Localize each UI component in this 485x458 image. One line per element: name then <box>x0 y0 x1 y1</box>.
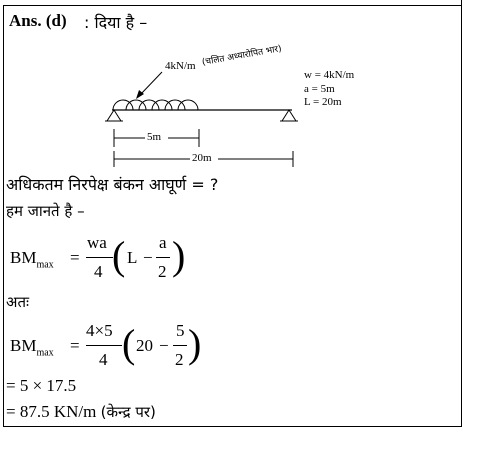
result-note: (केन्द्र पर) <box>100 403 156 421</box>
param-L: L = 20m <box>304 96 342 108</box>
formula2-left-paren: ( <box>122 321 136 366</box>
formula1-left-paren: ( <box>112 233 126 278</box>
formula2-five: 5 <box>176 321 185 340</box>
formula1-minus: − <box>143 248 153 267</box>
formula1-L: L <box>127 248 138 267</box>
formula1-a: a <box>159 233 167 252</box>
formula2-numerator: 4×5 <box>86 321 113 340</box>
formula1-fraction-bar <box>86 257 113 258</box>
formula1-right-paren: ) <box>172 233 186 278</box>
param-w: w = 4kN/m <box>304 69 355 81</box>
load-label: 4kN/m <box>165 60 196 72</box>
formula2-fraction-bar <box>86 345 122 346</box>
left-support <box>107 110 121 121</box>
formula1-eq: = <box>70 248 80 267</box>
formula1-numerator: wa <box>87 233 107 252</box>
udl-load <box>113 100 198 110</box>
right-support <box>282 110 296 121</box>
formula1-two: 2 <box>158 262 167 281</box>
formula2-twenty: 20 <box>136 336 153 355</box>
we-know-line: हम जानते है – <box>6 202 85 220</box>
param-a: a = 5m <box>304 83 335 95</box>
dim-L-label: 20m <box>192 152 212 164</box>
load-pointer-line <box>140 72 162 95</box>
formula2-right-paren: ) <box>188 321 202 366</box>
formula2-eq: = <box>70 336 80 355</box>
answer-label: Ans. (d) <box>9 11 67 30</box>
formula2-minus: − <box>159 336 169 355</box>
dim-a-label: 5m <box>147 131 162 143</box>
result-value: = 87.5 KN/m <box>6 402 97 421</box>
formula1-denominator: 4 <box>94 262 103 281</box>
question-line: अधिकतम निरपेक्ष बंकन आघूर्ण = ? <box>6 175 219 194</box>
formula2-two: 2 <box>175 350 184 369</box>
hence-label: अतः <box>6 293 30 311</box>
load-note: (चलित अध्यारोपित भार) <box>201 44 283 68</box>
calc-line: = 5 × 17.5 <box>6 376 77 395</box>
formula1-lhs: $BM_{max}$ <box>10 248 54 271</box>
formula2-lhs: $BM_{max}$ <box>10 336 54 359</box>
formula1-inner-fraction-bar <box>156 257 170 258</box>
given-label: : दिया है – <box>84 13 148 32</box>
formula2-denominator: 4 <box>99 350 108 369</box>
formula2-inner-fraction-bar <box>173 345 187 346</box>
result-line <box>6 402 156 422</box>
